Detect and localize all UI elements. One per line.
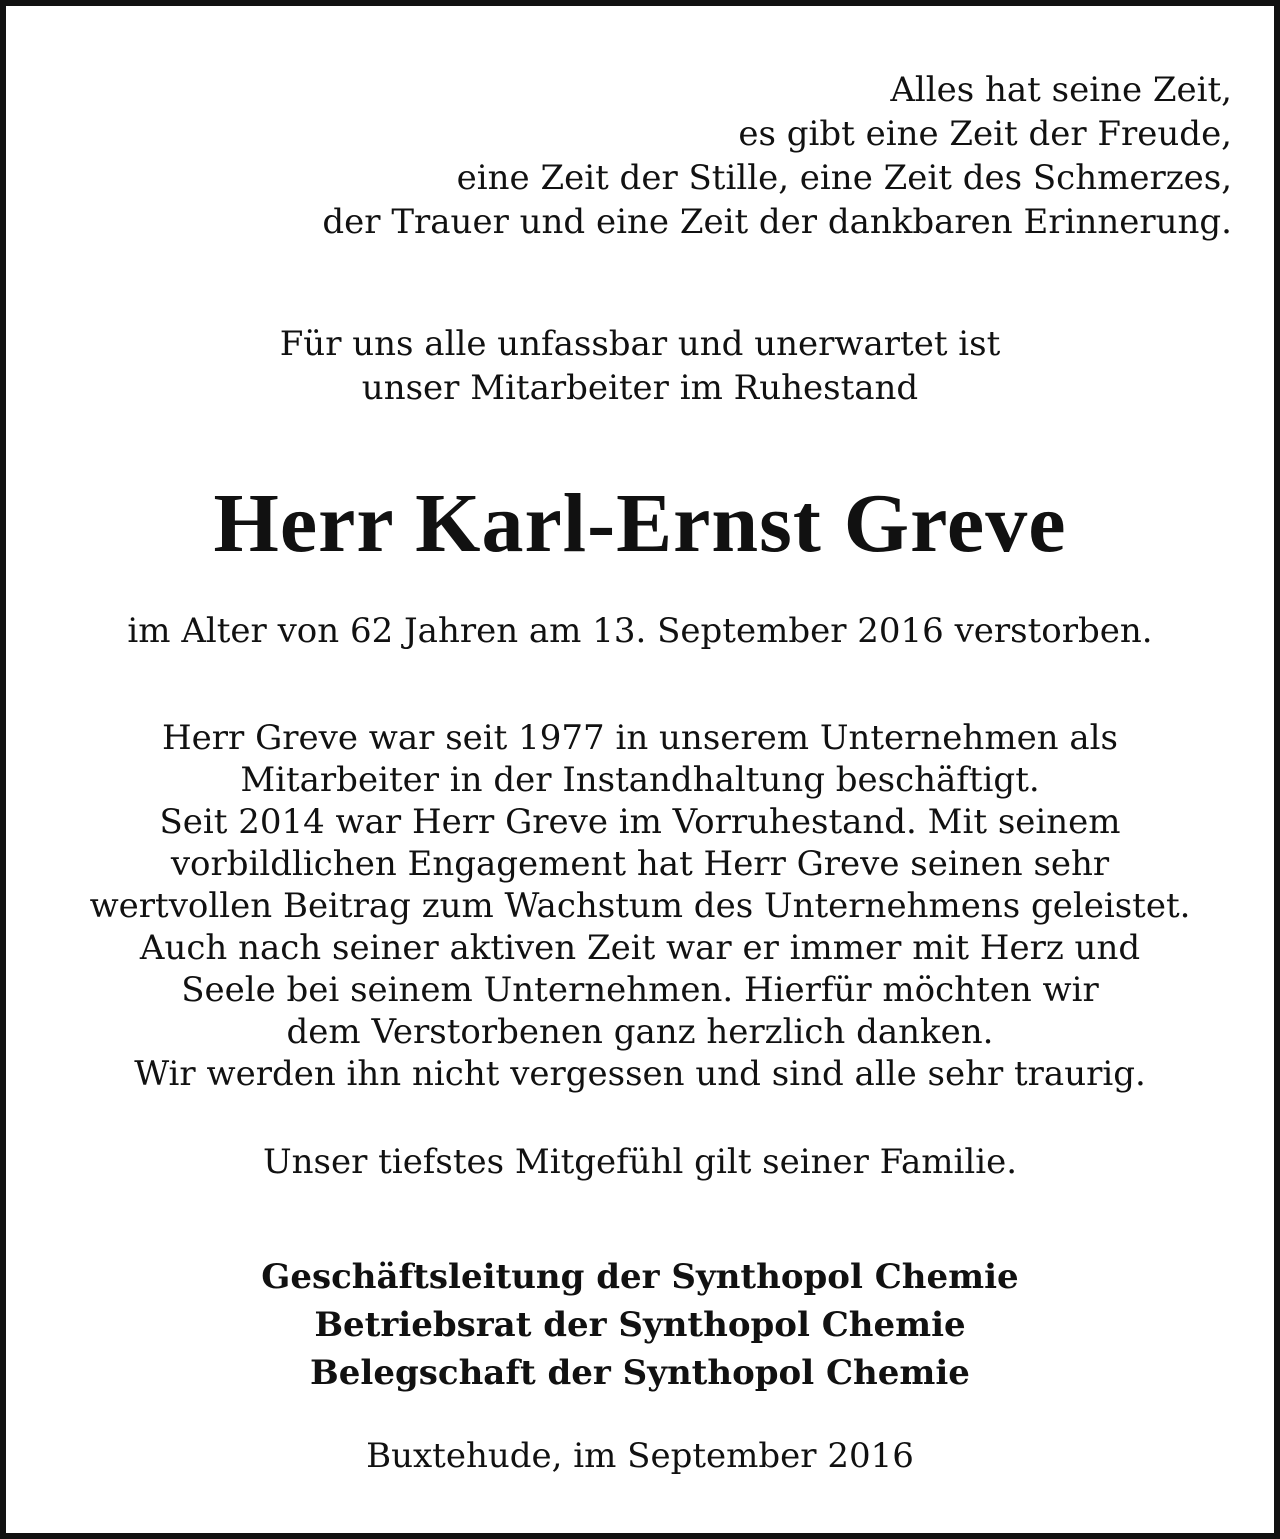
intro-line: Für uns alle unfassbar und unerwartet ist [279,324,1001,364]
quote-line: es gibt eine Zeit der Freude, [738,114,1232,154]
intro-text [6,322,1274,410]
sympathy-line: Unser tiefstes Mitgefühl gilt seiner Familie. [262,1142,1018,1182]
tribute-line: vorbildlichen Engagement hat Herr Greve seinen sehr [170,844,1110,884]
opening-quote [232,68,1232,244]
tribute-line: Mitarbeiter in der Instandhaltung beschäftigt. [240,760,1040,800]
signatory-line: Belegschaft der Synthopol Chemie [310,1353,970,1393]
tribute-line: Auch nach seiner aktiven Zeit war er immer mit Herz und [139,928,1141,968]
tribute-line: dem Verstorbenen ganz herzlich danken. [286,1012,994,1052]
tribute-line: Herr Greve war seit 1977 in unserem Unternehmen als [162,718,1118,758]
tribute-text [6,717,1274,1095]
tribute-line: Wir werden ihn nicht vergessen und sind alle sehr traurig. [134,1054,1146,1094]
quote-line: der Trauer und eine Zeit der dankbaren Erinnerung. [322,202,1232,242]
intro-line: unser Mitarbeiter im Ruhestand [361,368,919,408]
place-and-date: Buxtehude, im September 2016 [366,1436,914,1476]
quote-line: eine Zeit der Stille, eine Zeit des Schmerzes, [456,158,1232,198]
signatories [6,1253,1274,1397]
quote-line: Alles hat seine Zeit, [890,70,1232,110]
age-and-date-of-death: im Alter von 62 Jahren am 13. September 2016 verstorben. [127,611,1153,651]
deceased-name: Herr Karl-Ernst Greve [213,477,1067,570]
signatory-line: Betriebsrat der Synthopol Chemie [314,1305,966,1345]
tribute-line: Seit 2014 war Herr Greve im Vorruhestand. Mit seinem [159,802,1121,842]
tribute-line: Seele bei seinem Unternehmen. Hierfür möchten wir [181,970,1099,1010]
tribute-line: wertvollen Beitrag zum Wachstum des Unternehmens geleistet. [89,886,1191,926]
signatory-line: Geschäftsleitung der Synthopol Chemie [261,1257,1019,1297]
